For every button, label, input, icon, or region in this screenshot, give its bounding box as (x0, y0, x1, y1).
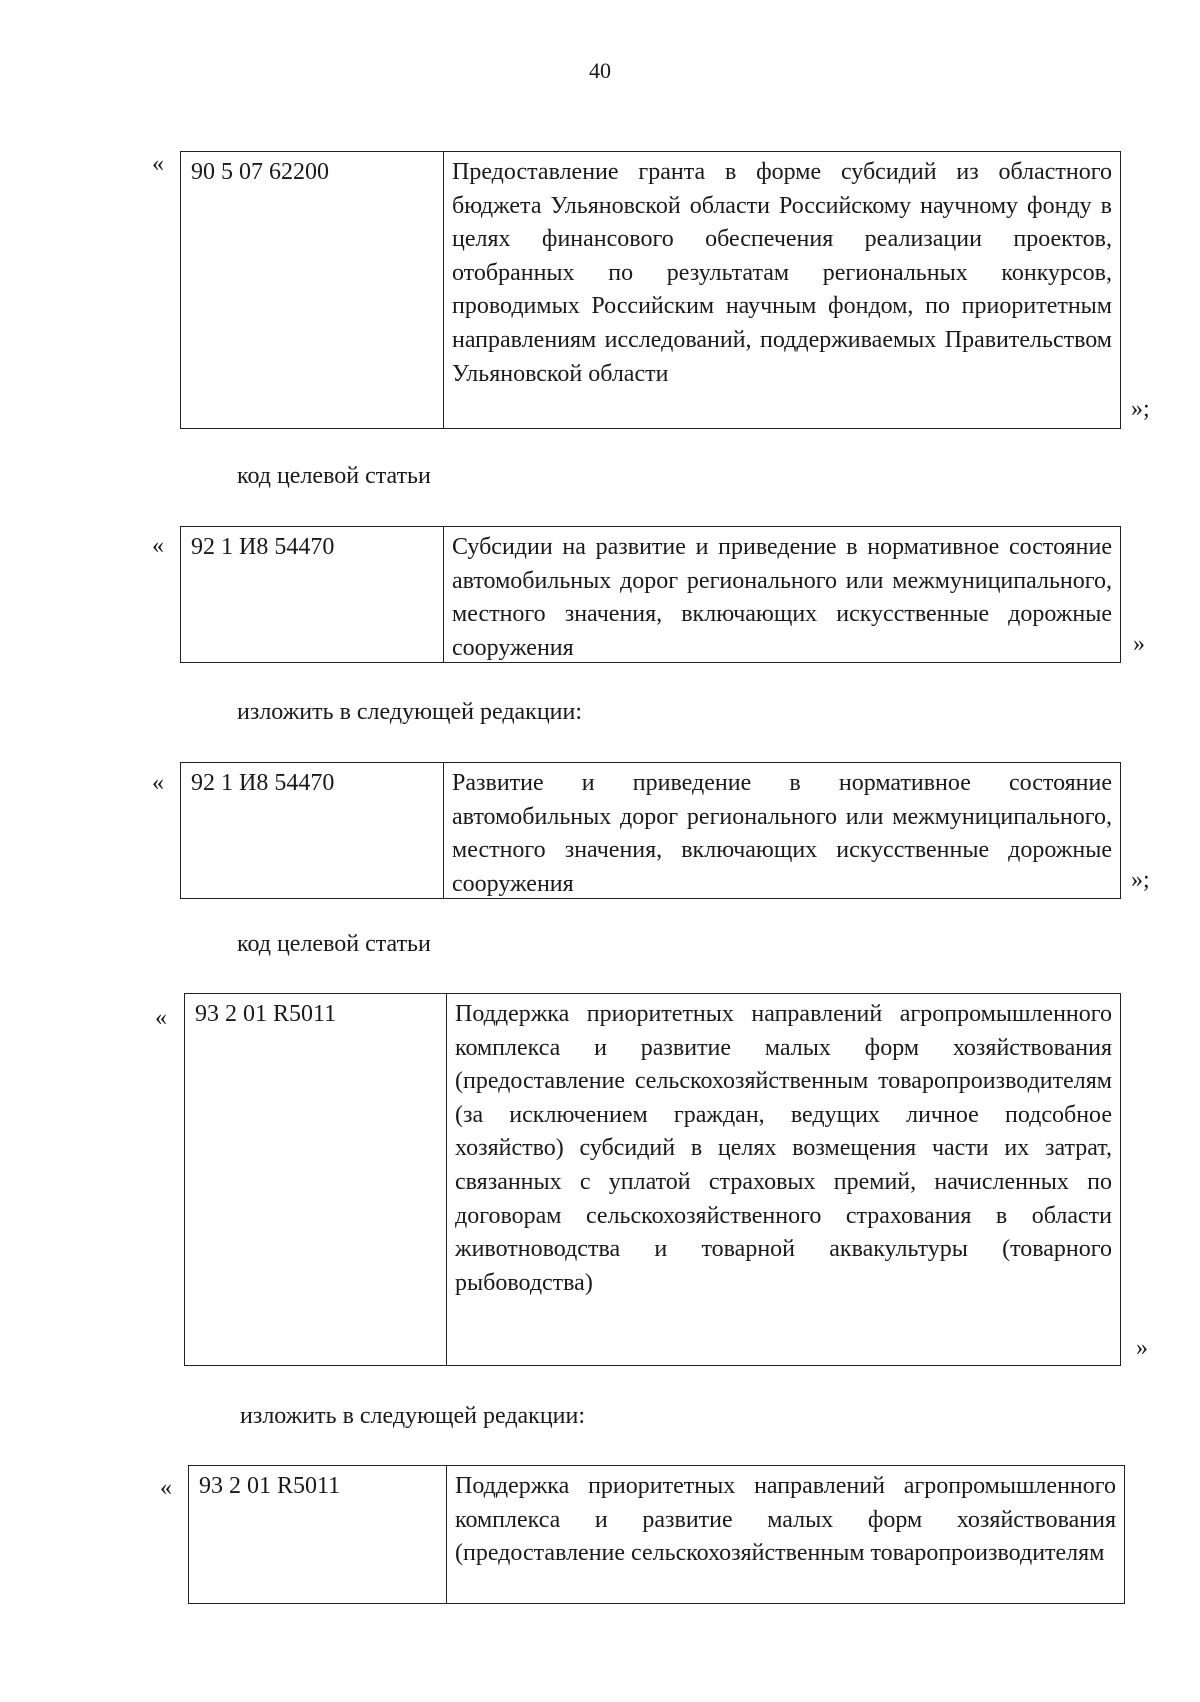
target-description-cell: Предоставление гранта в форме субсидий из областного бюджета Ульяновской области Российскому научному фонду в целях финансового обеспечения реализации проектов, отобранных по результатам региональных конкурсов, проводимых Российским научным фондом, по приоритетным направлениям исследований, поддерживаемых Правительством Ульяновской области (452, 159, 1112, 387)
paragraph: изложить в следующей редакции: (240, 1403, 586, 1429)
close-quote: »; (1131, 867, 1150, 893)
close-quote: » (1133, 631, 1145, 657)
page-number: 40 (589, 58, 611, 83)
paragraph: код целевой статьи (237, 463, 431, 489)
target-code-cell: 92 1 И8 54470 (181, 527, 444, 662)
open-quote: « (152, 770, 164, 796)
open-quote: « (152, 533, 164, 559)
close-quote: » (1136, 1335, 1148, 1361)
target-description-cell: Поддержка приоритетных направлений агропромышленного комплекса и развитие малых форм хозяйствования (предоставление сельскохозяйственным товаропроизводителям (за исключением граждан, ведущих личное подсобное хозяйство) субсидий в целях возмещения части их затрат, связанных с уплатой страховых премий, начисленных по договорам сельскохозяйственного страхования в области животноводства и товарной аквакультуры (товарного рыбоводства) (455, 1001, 1112, 1296)
target-code-cell: 90 5 07 62200 (181, 152, 444, 428)
code-table (180, 762, 1121, 899)
code-table (184, 993, 1121, 1366)
target-code-cell: 93 2 01 R5011 (185, 994, 447, 1365)
target-code-cell: 93 2 01 R5011 (189, 1466, 447, 1603)
target-description-cell: Развитие и приведение в нормативное состояние автомобильных дорог регионального или межмуниципального, местного значения, включающих искусственные дорожные сооружения (452, 770, 1112, 897)
open-quote: « (155, 1005, 167, 1031)
target-code-cell: 92 1 И8 54470 (181, 763, 444, 898)
close-quote: »; (1131, 396, 1150, 422)
code-table (180, 526, 1121, 663)
paragraph: изложить в следующей редакции: (237, 699, 583, 725)
code-table (180, 151, 1121, 429)
open-quote: « (160, 1475, 172, 1501)
target-description-cell: Поддержка приоритетных направлений агропромышленного комплекса и развитие малых форм хозяйствования (предоставление сельскохозяйственным товаропроизводителям (455, 1473, 1116, 1567)
paragraph: код целевой статьи (237, 931, 431, 957)
code-table (188, 1465, 1125, 1604)
target-description-cell: Субсидии на развитие и приведение в нормативное состояние автомобильных дорог регионального или межмуниципального, местного значения, включающих искусственные дорожные сооружения (452, 534, 1112, 661)
open-quote: « (152, 151, 164, 177)
